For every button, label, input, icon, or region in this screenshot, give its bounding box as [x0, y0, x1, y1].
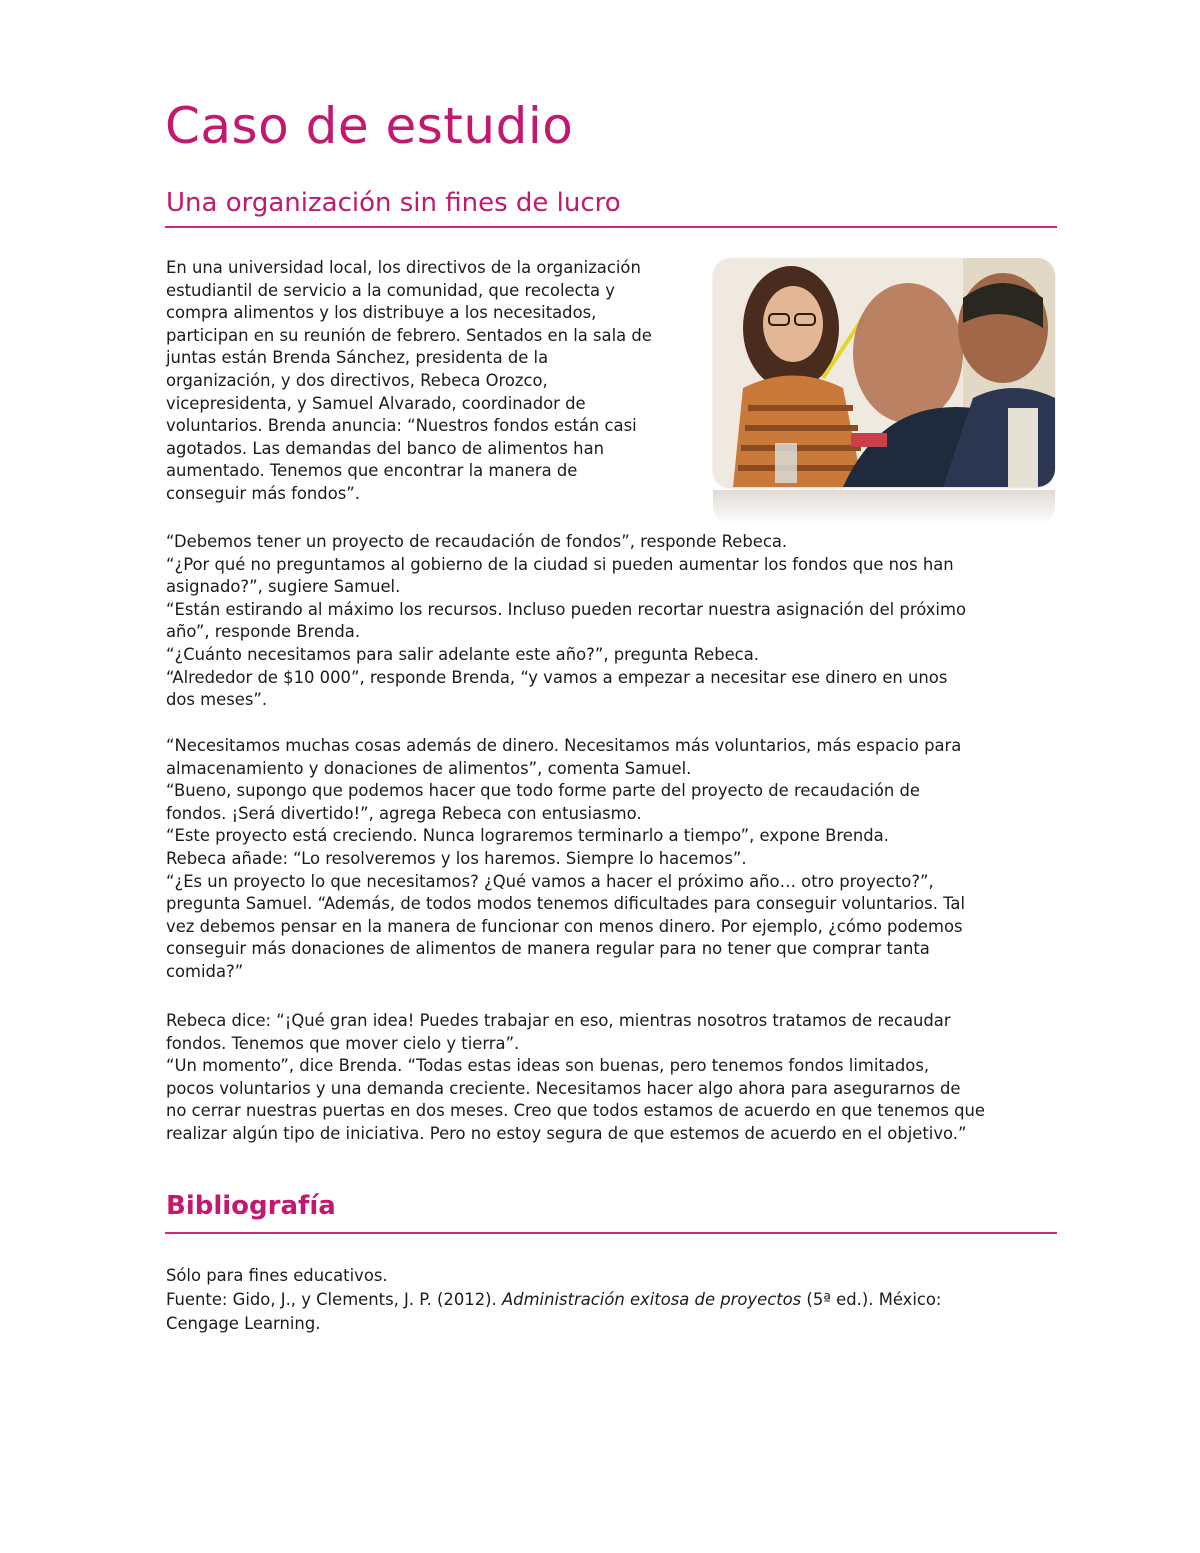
text-line: voluntarios. Brenda anuncia: “Nuestros fondos están casi	[166, 416, 637, 436]
text-line: agotados. Las demandas del banco de alimentos han	[166, 438, 605, 458]
text-line: juntas están Brenda Sánchez, presidenta de la	[166, 348, 549, 368]
dialogue-paragraph	[166, 531, 1056, 712]
text-line: “Un momento”, dice Brenda. “Todas estas ideas son buenas, pero tenemos fondos limitados,	[166, 1056, 930, 1076]
photo-reflection	[713, 490, 1055, 524]
dialogue-paragraph	[166, 1010, 1056, 1146]
text-line: estudiantil de servicio a la comunidad, que recolecta y	[166, 280, 615, 300]
text-line: En una universidad local, los directivos de la organización	[166, 258, 641, 277]
text-line: conseguir más fondos”.	[166, 483, 360, 503]
text-line: vicepresidenta, y Samuel Alvarado, coordinador de	[166, 393, 586, 413]
text-line: fondos. ¡Será divertido!”, agrega Rebeca con entusiasmo.	[166, 803, 642, 823]
section-subtitle: Una organización sin fines de lucro	[166, 188, 621, 218]
text-line: pregunta Samuel. “Además, de todos modos tenemos dificultades para conseguir voluntarios. Tal	[166, 894, 966, 914]
source-suffix: (5ª ed.). México:	[801, 1290, 942, 1309]
section-divider	[165, 226, 1057, 228]
text-line: organización, y dos directivos, Rebeca Orozco,	[166, 370, 548, 390]
text-line: no cerrar nuestras puertas en dos meses. Creo que todos estamos de acuerdo en que tenemos que	[166, 1101, 985, 1121]
text-line: Rebeca añade: “Lo resolveremos y los haremos. Siempre lo hacemos”.	[166, 848, 747, 868]
section-divider	[165, 1232, 1057, 1234]
dialogue-paragraph	[166, 735, 1056, 984]
text-line: asignado?”, sugiere Samuel.	[166, 577, 401, 597]
text-line: “Alrededor de $10 000”, responde Brenda, “y vamos a empezar a necesitar ese dinero en unos	[166, 667, 948, 687]
intro-paragraph	[166, 257, 701, 506]
text-line: compra alimentos y los distribuye a los necesitados,	[166, 303, 597, 323]
text-line: “Necesitamos muchas cosas además de dinero. Necesitamos más voluntarios, más espacio para	[166, 736, 962, 755]
text-line: año”, responde Brenda.	[166, 622, 361, 642]
page-title: Caso de estudio	[165, 97, 574, 155]
text-line: vez debemos pensar en la manera de funcionar con menos dinero. Por ejemplo, ¿cómo podemos	[166, 916, 963, 936]
text-line: “Están estirando al máximo los recursos. Incluso pueden recortar nuestra asignación del próximo	[166, 599, 966, 619]
source-title: Administración exitosa de proyectos	[501, 1290, 802, 1309]
text-line: “Debemos tener un proyecto de recaudación de fondos”, responde Rebeca.	[166, 532, 788, 551]
text-line: fondos. Tenemos que mover cielo y tierra”.	[166, 1033, 520, 1053]
text-line: comida?”	[166, 961, 244, 981]
text-line: pocos voluntarios y una demanda creciente. Necesitamos hacer algo ahora para asegurarnos de	[166, 1078, 961, 1098]
text-line: “Bueno, supongo que podemos hacer que todo forme parte del proyecto de recaudación de	[166, 781, 921, 801]
bibliography-note: Sólo para fines educativos.	[166, 1266, 388, 1285]
bibliography-text	[166, 1264, 1056, 1336]
source-prefix: Fuente: Gido, J., y Clements, J. P. (2012).	[166, 1290, 502, 1309]
meeting-photo	[713, 258, 1055, 487]
text-line: “¿Por qué no preguntamos al gobierno de la ciudad si pueden aumentar los fondos que nos han	[166, 554, 954, 574]
text-line: “¿Cuánto necesitamos para salir adelante este año?”, pregunta Rebeca.	[166, 644, 759, 664]
text-line: aumentado. Tenemos que encontrar la manera de	[166, 461, 578, 481]
text-line: “¿Es un proyecto lo que necesitamos? ¿Qué vamos a hacer el próximo año… otro proyecto?”,	[166, 871, 934, 891]
text-line: Rebeca dice: “¡Qué gran idea! Puedes trabajar en eso, mientras nosotros tratamos de recaudar	[166, 1011, 951, 1030]
text-line: participan en su reunión de febrero. Sentados en la sala de	[166, 325, 652, 345]
text-line: “Este proyecto está creciendo. Nunca lograremos terminarlo a tiempo”, expone Brenda.	[166, 826, 889, 846]
bibliography-heading: Bibliografía	[166, 1191, 336, 1221]
text-line: realizar algún tipo de iniciativa. Pero no estoy segura de que estemos de acuerdo en el objetivo.”	[166, 1123, 967, 1143]
text-line: almacenamiento y donaciones de alimentos”, comenta Samuel.	[166, 758, 692, 778]
bibliography-source-publisher: Cengage Learning.	[166, 1314, 321, 1333]
bibliography-source	[166, 1288, 1056, 1312]
text-line: dos meses”.	[166, 690, 268, 710]
text-line: conseguir más donaciones de alimentos de manera regular para no tener que comprar tanta	[166, 939, 930, 959]
